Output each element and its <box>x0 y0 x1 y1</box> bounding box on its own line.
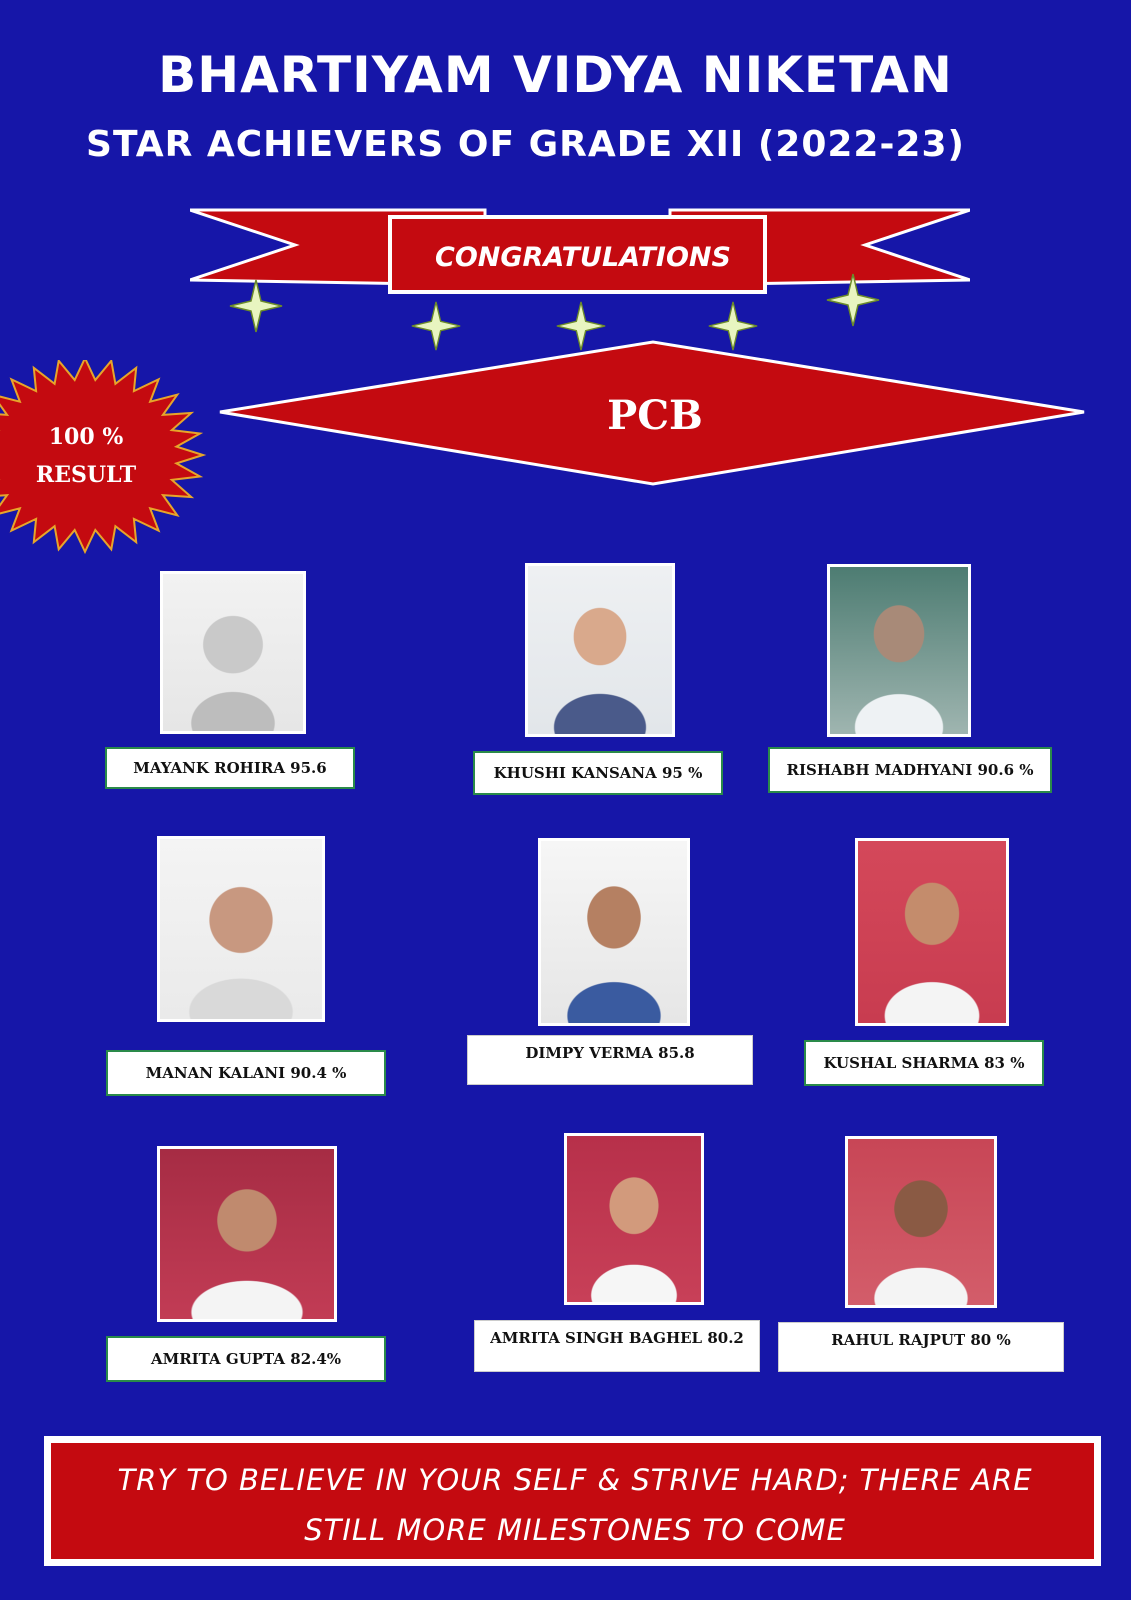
result-label: RESULT <box>35 462 137 488</box>
student-photo <box>538 838 690 1026</box>
achiever-name: RAHUL RAJPUT 80 % <box>778 1322 1064 1372</box>
student-photo <box>160 571 306 734</box>
result-badge-text <box>0 418 172 494</box>
achiever-name: DIMPY VERMA 85.8 <box>467 1035 753 1085</box>
student-photo <box>525 563 675 737</box>
achiever-name: AMRITA SINGH BAGHEL 80.2 <box>474 1320 760 1372</box>
result-percent: 100 % <box>48 424 124 450</box>
achiever-name: RISHABH MADHYANI 90.6 % <box>768 747 1052 793</box>
achiever-name: KUSHAL SHARMA 83 % <box>804 1040 1044 1086</box>
page-subtitle: STAR ACHIEVERS OF GRADE XII (2022-23) <box>86 124 965 165</box>
student-photo <box>157 836 325 1022</box>
school-name: BHARTIYAM VIDYA NIKETAN <box>158 46 953 104</box>
quote-line-1: TRY TO BELIEVE IN YOUR SELF & STRIVE HARD; THERE ARE <box>117 1463 1033 1497</box>
achiever-name: AMRITA GUPTA 82.4% <box>106 1336 386 1382</box>
star-icon <box>825 272 881 328</box>
star-icon <box>228 278 284 334</box>
motivational-quote <box>60 1455 1090 1555</box>
student-photo <box>157 1146 337 1322</box>
student-photo <box>845 1136 997 1308</box>
student-photo <box>827 564 971 737</box>
quote-line-2: STILL MORE MILESTONES TO COME <box>304 1513 846 1547</box>
stream-label: PCB <box>607 392 703 439</box>
student-photo <box>564 1133 704 1305</box>
congratulations-text: CONGRATULATIONS <box>435 242 731 273</box>
student-photo <box>855 838 1009 1026</box>
achiever-name: KHUSHI KANSANA 95 % <box>473 751 723 795</box>
achiever-name: MAYANK ROHIRA 95.6 <box>105 747 355 789</box>
achiever-name: MANAN KALANI 90.4 % <box>106 1050 386 1096</box>
